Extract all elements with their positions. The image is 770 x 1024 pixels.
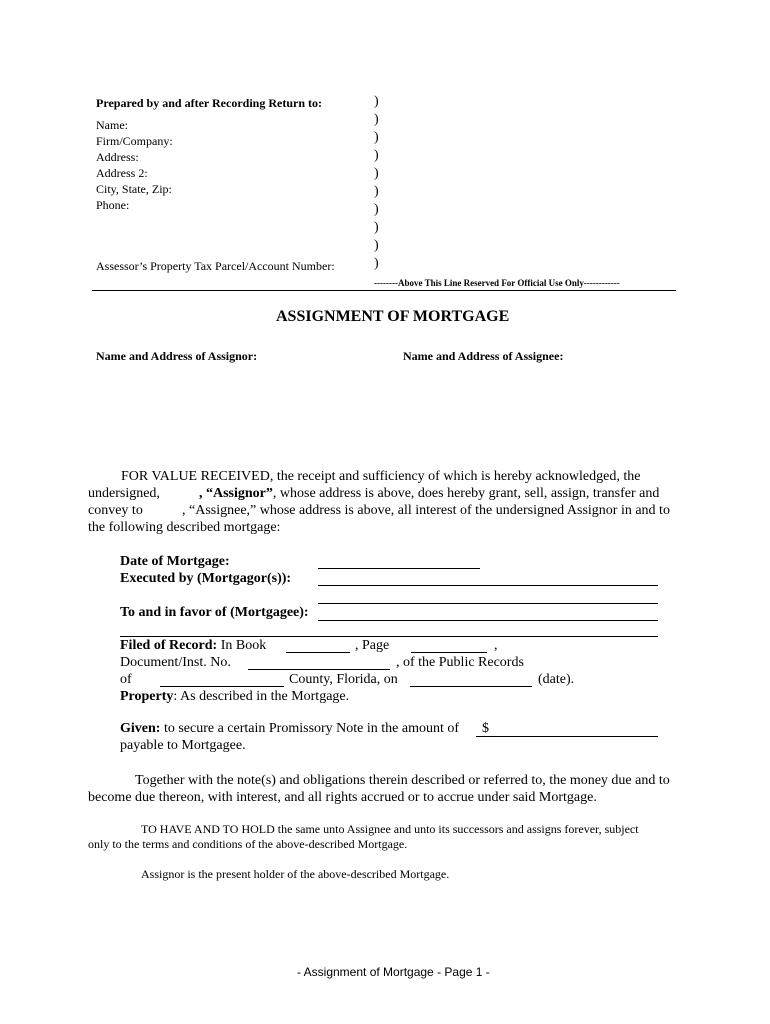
given-text: to secure a certain Promissory Note in the amount of [163,721,460,736]
executed-by-label: Executed by (Mortgagor(s)): [120,571,292,586]
mortgagee-label: To and in favor of (Mortgagee): [120,605,309,620]
paren: ) [374,256,379,271]
holder-statement: Assignor is the present holder of the above-described Mortgage. [141,867,450,881]
property-text: : As described in the Mortgage. [173,689,350,704]
paren: ) [374,94,379,109]
assignor-label: Name and Address of Assignor: [96,349,258,363]
recital-undersigned: undersigned, [88,486,160,501]
document-inst-blank[interactable] [248,669,390,670]
recital-convey-to: convey to [88,503,143,518]
field-address2-label: Address 2: [96,166,148,180]
document-title: ASSIGNMENT OF MORTGAGE [276,308,510,325]
paren: ) [374,202,379,217]
paren: ) [374,130,379,145]
paren: ) [374,148,379,163]
together-line-1: Together with the note(s) and obligations therein described or referred to, the money due and to [135,773,670,788]
of-label: of [120,672,132,687]
document-inst-label: Document/Inst. No. [120,655,231,670]
habendum-line-2: only to the terms and conditions of the above-described Mortgage. [88,837,408,851]
page-blank[interactable] [411,652,487,653]
recital-line-3-rest: , “Assignee,” whose address is above, all interest of the undersigned Assignor in and to [182,503,670,518]
dollar-sign: $ [482,721,489,736]
recital-line-4: the following described mortgage: [88,520,281,535]
field-address-label: Address: [96,150,139,164]
parcel-number-label: Assessor’s Property Tax Parcel/Account Number: [96,259,335,273]
page-label: , Page [355,638,390,653]
page-comma: , [494,638,498,653]
paren: ) [374,184,379,199]
payable-text: payable to Mortgagee. [120,738,246,753]
paren: ) [374,238,379,253]
mortgagee-divider [120,636,658,637]
date-of-mortgage-blank[interactable] [318,568,480,569]
property-row [120,689,349,705]
county-blank[interactable] [160,686,284,687]
date-of-mortgage-label: Date of Mortgage: [120,554,230,569]
field-phone-label: Phone: [96,198,130,212]
recital-assignor-clause [199,486,659,502]
filed-of-record-row [120,638,266,654]
mortgagee-blank[interactable] [318,620,658,621]
property-label: Property [120,689,174,704]
given-row [120,721,459,737]
paren: ) [374,112,379,127]
prepared-by-heading: Prepared by and after Recording Return to: [96,96,322,110]
filed-of-record-label: Filed of Record: [120,638,218,653]
in-book-label: In Book [220,638,267,653]
mortgagor-blank[interactable] [318,585,658,586]
recital-line-1: FOR VALUE RECEIVED, the receipt and sufficiency of which is hereby acknowledged, the [121,469,641,484]
recording-date-blank[interactable] [410,686,532,687]
public-records-label: , of the Public Records [396,655,524,670]
habendum-line-1: TO HAVE AND TO HOLD the same unto Assignee and unto its successors and assigns forever, subject [141,822,639,836]
assignor-term: , “Assignor” [199,486,273,501]
given-label: Given: [120,721,161,736]
page-footer: - Assignment of Mortgage - Page 1 - [297,965,490,979]
date-label: (date). [538,672,575,687]
assignee-label: Name and Address of Assignee: [403,349,564,363]
book-blank[interactable] [286,652,350,653]
reserved-line-label: --------Above This Line Reserved For Official Use Only------------ [374,278,620,288]
paren: ) [374,220,379,235]
together-line-2: become due thereon, with interest, and all rights accrued or to accrue under said Mortgage. [88,790,597,805]
field-city-label: City, State, Zip: [96,182,172,196]
paren: ) [374,166,379,181]
recital-line-2-rest: , whose address is above, does hereby grant, sell, assign, transfer and [272,486,660,501]
county-florida-label: County, Florida, on [289,672,398,687]
mortgagor-blank-2[interactable] [318,603,658,604]
field-name-label: Name: [96,118,128,132]
field-firm-label: Firm/Company: [96,134,173,148]
note-amount-blank[interactable] [476,736,658,737]
reserved-divider [92,290,676,291]
